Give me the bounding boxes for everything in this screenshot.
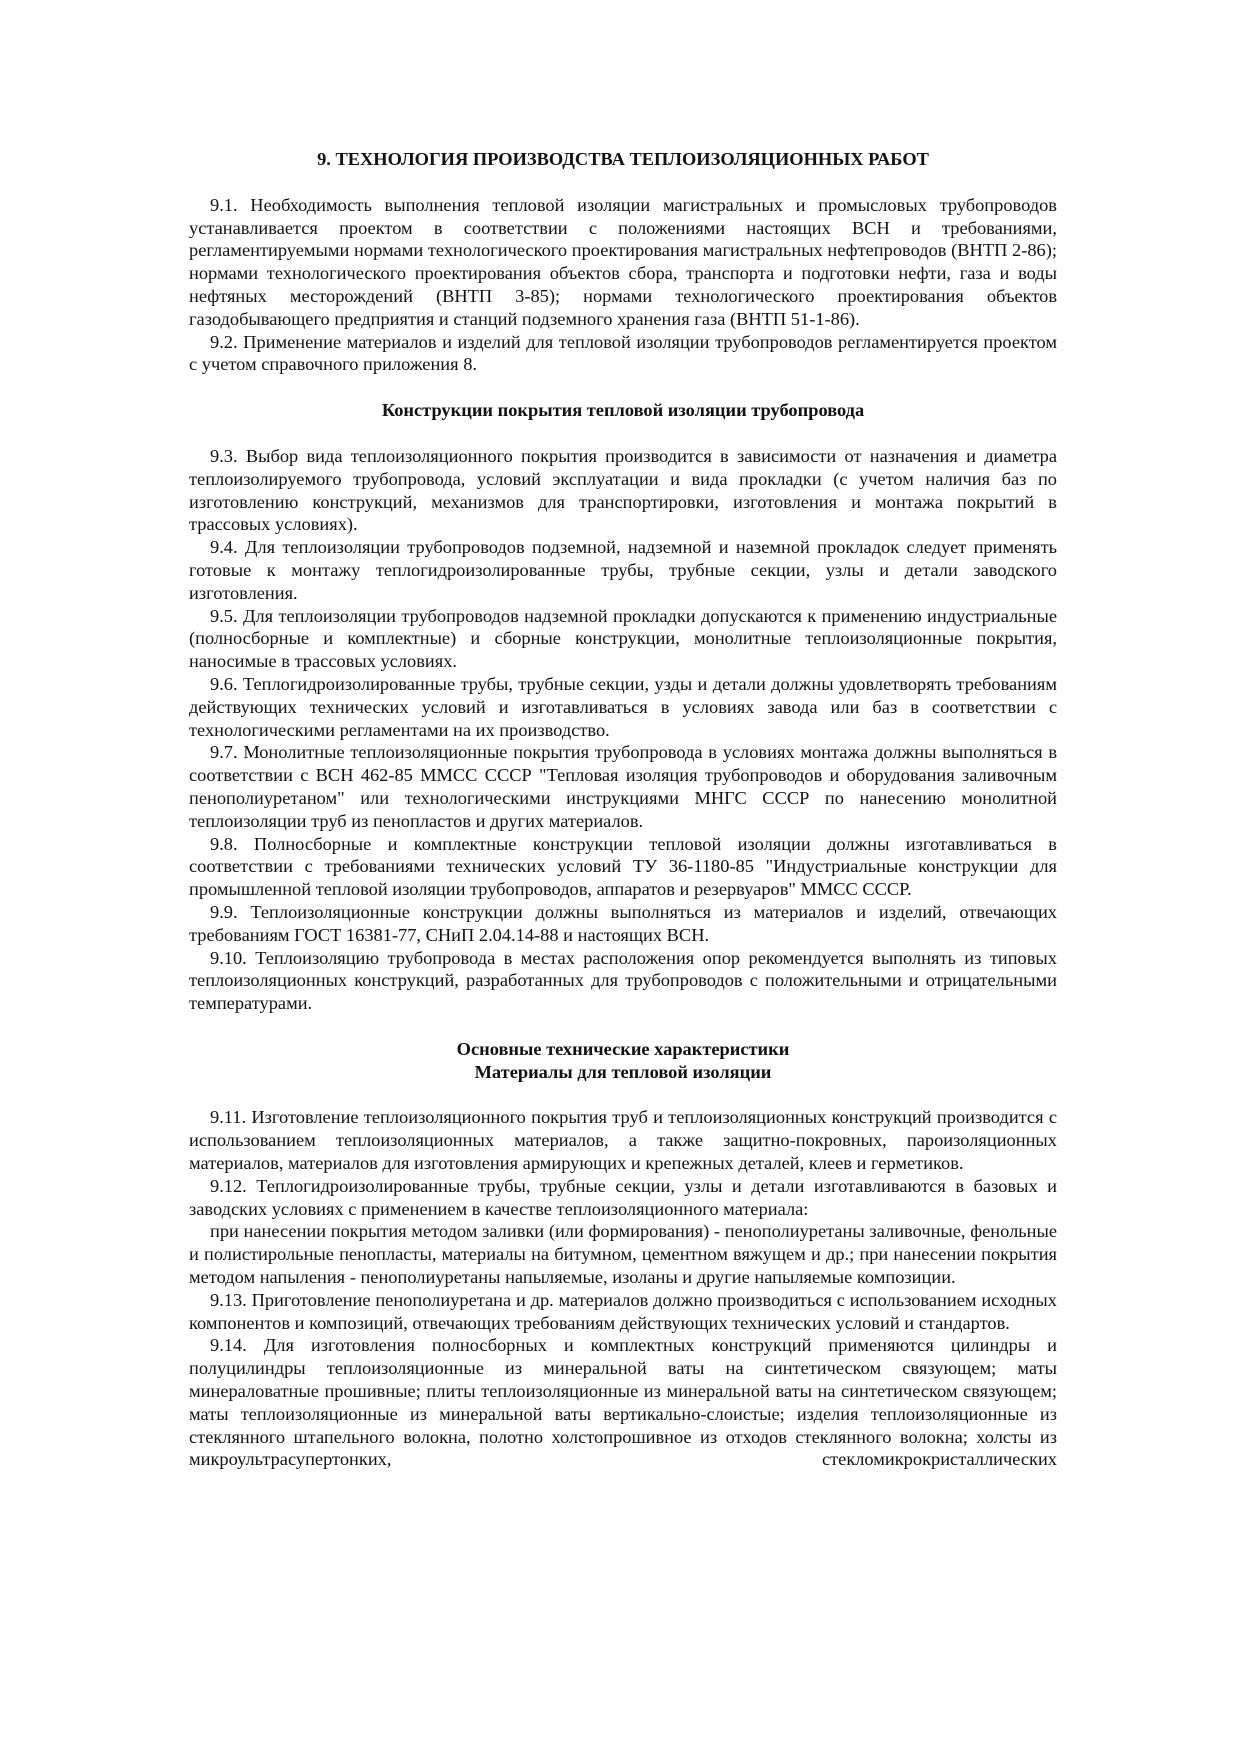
paragraph-9-1: 9.1. Необходимость выполнения тепловой изоляции магистральных и промысловых трубопроводов устанавливается проектом в соответствии с положениями настоящих ВСН и требованиями, регламентируемыми нормами технологического проектирования магистральных нефтепроводов (ВНТП 2-86); нормами технологического проектирования объектов сбора, транспорта и подготовки нефти, газа и воды нефтяных месторождений (ВНТП 3-85); нормами технологического проектирования объектов газодобывающего предприятия и станций подземного хранения газа (ВНТП 51-1-86). [189, 194, 1057, 329]
paragraph-9-5: 9.5. Для теплоизоляции трубопроводов надземной прокладки допускаются к применению индустриальные (полносборные и комплектные) и сборные конструкции, монолитные теплоизоляционные покрытия, наносимые в трассовых условиях. [189, 605, 1057, 672]
paragraph-9-14: 9.14. Для изготовления полносборных и комплектных конструкций применяются цилиндры и полуцилиндры теплоизоляционные из минеральной ваты на синтетическом связующем; маты минераловатные прошивные; плиты теплоизоляционные из минеральной ваты на синтетическом связующем; маты теплоизоляционные из минеральной ваты вертикально-слоистые; изделия теплоизоляционные из стеклянного штапельного волокна, полотно холстопрошивное из отходов стеклянного волокна; холсты из микроультрасупертонких, стекломикрокристаллических [189, 1335, 1057, 1470]
paragraph-9-7: 9.7. Монолитные теплоизоляционные покрытия трубопровода в условиях монтажа должны выполняться в соответствии с ВСН 462-85 ММСС СССР "Тепловая изоляция трубопроводов и оборудования заливочным пенополиуретаном" или технологическими инструкциями МНГС СССР по нанесению монолитной теплоизоляции труб из пенопластов и других материалов. [189, 742, 1057, 831]
document-title: 9. ТЕХНОЛОГИЯ ПРОИЗВОДСТВА ТЕПЛОИЗОЛЯЦИОННЫХ РАБОТ [317, 149, 929, 169]
paragraph-9-8: 9.8. Полносборные и комплектные конструкции тепловой изоляции должны изготавливаться в соответствии с требованиями технических условий ТУ 36-1180-85 "Индустриальные конструкции для промышленной тепловой изоляции трубопроводов, аппаратов и резервуаров" ММСС СССР. [189, 833, 1057, 900]
paragraph-9-12-detail: при нанесении покрытия методом заливки (или формирования) - пенополиуретаны заливочные, фенольные и полистирольные пенопласты, материалы на битумном, цементном вяжущем и др.; при нанесении покрытия методом напыления - пенополиуретаны напыляемые, изоланы и другие напыляемые композиции. [189, 1221, 1057, 1288]
section-heading-materials [189, 1038, 1057, 1084]
document-page [189, 148, 1057, 1471]
section-materials [189, 1106, 1057, 1471]
paragraph-9-6: 9.6. Теплогидроизолированные трубы, трубные секции, узды и детали должны удовлетворять требованиям действующих технических условий и изготавливаться в условиях завода или баз в соответствии с технологическими регламентами на их производство. [189, 673, 1057, 740]
paragraph-9-2: 9.2. Применение материалов и изделий для тепловой изоляции трубопроводов регламентируется проектом с учетом справочного приложения 8. [189, 331, 1057, 375]
section-general [189, 194, 1057, 376]
paragraph-9-12: 9.12. Теплогидроизолированные трубы, трубные секции, узлы и детали изготавливаются в базовых и заводских условиях с применением в качестве теплоизоляционного материала: [189, 1175, 1057, 1219]
section-constructions [189, 445, 1057, 1015]
paragraph-9-11: 9.11. Изготовление теплоизоляционного покрытия труб и теплоизоляционных конструкций производится с использованием теплоизоляционных материалов, а также защитно-покровных, пароизоляционных материалов, материалов для изготовления армирующих и крепежных деталей, клеев и герметиков. [189, 1107, 1057, 1174]
paragraph-9-9: 9.9. Теплоизоляционные конструкции должны выполняться из материалов и изделий, отвечающих требованиям ГОСТ 16381-77, СНиП 2.04.14-88 и настоящих ВСН. [189, 901, 1057, 945]
paragraph-9-13: 9.13. Приготовление пенополиуретана и др. материалов должно производиться с использованием исходных компонентов и композиций, отвечающих требованиям действующих технических условий и стандартов. [189, 1289, 1057, 1333]
paragraph-9-3: 9.3. Выбор вида теплоизоляционного покрытия производится в зависимости от назначения и диаметра теплоизолируемого трубопровода, условий эксплуатации и вида прокладки (с учетом наличия баз по изготовлению конструкций, механизмов для транспортировки, изготовления и монтажа покрытий в трассовых условиях). [189, 445, 1057, 535]
section-heading-line-1: Основные технические характеристики [456, 1038, 790, 1059]
paragraph-9-4: 9.4. Для теплоизоляции трубопроводов подземной, надземной и наземной прокладок следует применять готовые к монтажу теплогидроизолированные трубы, трубные секции, узлы и детали заводского изготовления. [189, 537, 1057, 603]
section-heading-constructions: Конструкции покрытия тепловой изоляции трубопровода [381, 400, 865, 421]
section-heading-line-2: Материалы для тепловой изоляции [474, 1061, 772, 1082]
paragraph-9-10: 9.10. Теплоизоляцию трубопровода в местах расположения опор рекомендуется выполнять из типовых теплоизоляционных конструкций, разработанных для трубопроводов с положительными и отрицательными температурами. [189, 947, 1057, 1014]
